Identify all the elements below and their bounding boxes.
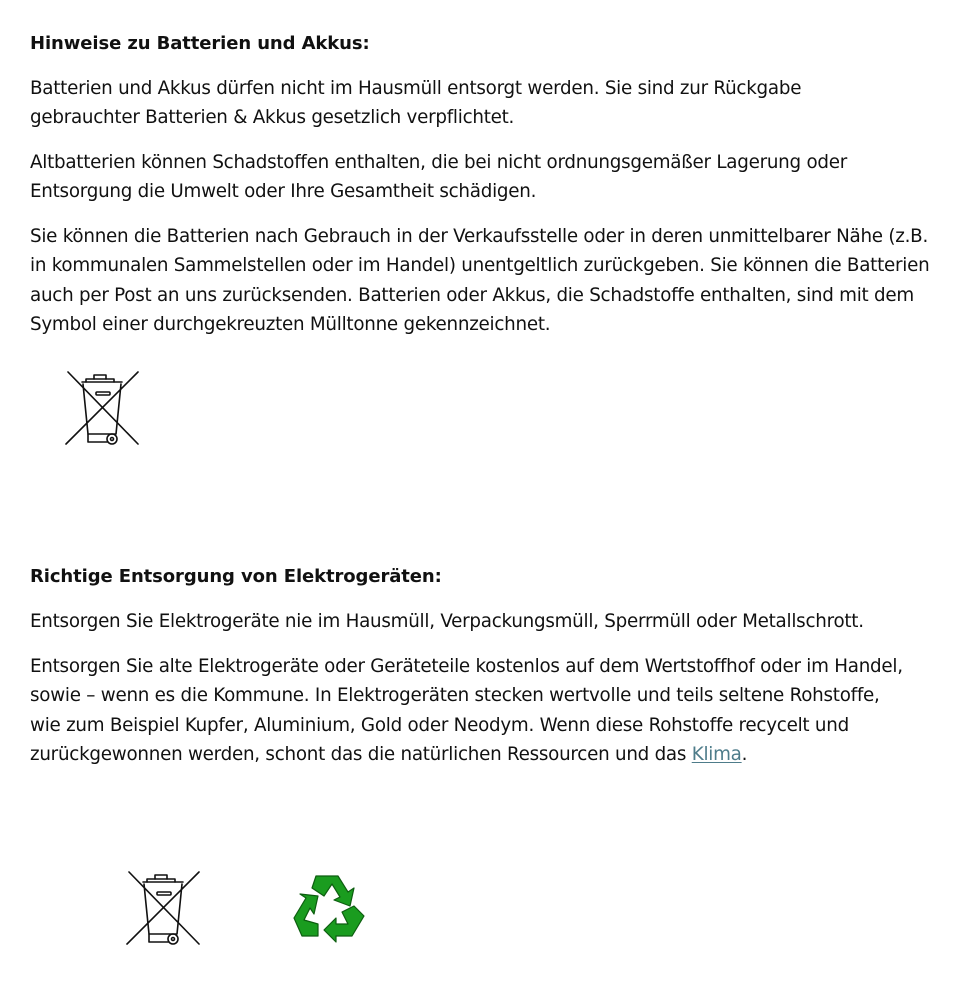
batteries-paragraph-2: Altbatterien können Schadstoffen enthalten, die bei nicht ordnungsgemäßer Lagerung oder Entsorgung die Umwelt oder Ihre Gesamtheit schädigen. bbox=[30, 152, 847, 203]
recycling-icon bbox=[290, 872, 368, 944]
batteries-paragraph-1: Batterien und Akkus dürfen nicht im Hausmüll entsorgt werden. Sie sind zur Rückgabe gebrauchter Batterien & Akkus gesetzlich verpflichtet. bbox=[30, 78, 802, 129]
electronics-paragraph-2 bbox=[30, 652, 910, 769]
electronics-paragraph-1: Entsorgen Sie Elektrogeräte nie im Hausmüll, Verpackungsmüll, Sperrmüll oder Metallschrott. bbox=[30, 611, 864, 632]
klima-link[interactable]: Klima bbox=[691, 743, 742, 765]
electronics-paragraph-2-end: . bbox=[741, 743, 748, 765]
electronics-heading: Richtige Entsorgung von Elektrogeräten: bbox=[30, 566, 442, 587]
electronics-paragraph-2-text: Entsorgen Sie alte Elektrogeräte oder Geräteteile kostenlos auf dem Wertstoffhof oder im Handel, sowie – wenn es die Kommune. In Elektrogeräten stecken wertvolle und teils seltene Rohstoffe, wie zum Beispiel Kupfer, Aluminium, Gold oder Neodym. Wenn diese Rohstoffe recycelt und zurückgewonnen werden, schont das die natürlichen Ressourcen und das bbox=[30, 656, 903, 765]
crossed-out-wheelie-bin-icon bbox=[64, 370, 142, 448]
batteries-heading: Hinweise zu Batterien und Akkus: bbox=[30, 33, 370, 54]
batteries-paragraph-3: Sie können die Batterien nach Gebrauch in der Verkaufsstelle oder in deren unmittelbarer Nähe (z.B. in kommunalen Sammelstellen oder im Handel) unentgeltlich zurückgeben. Sie können die Batterien auch per Post an uns zurücksenden. Batterien oder Akkus, die Schadstoffe enthalten, sind mit dem Symbol einer durchgekreuzten Mülltonne gekennzeichnet. bbox=[30, 226, 930, 335]
crossed-out-wheelie-bin-icon bbox=[125, 870, 203, 948]
